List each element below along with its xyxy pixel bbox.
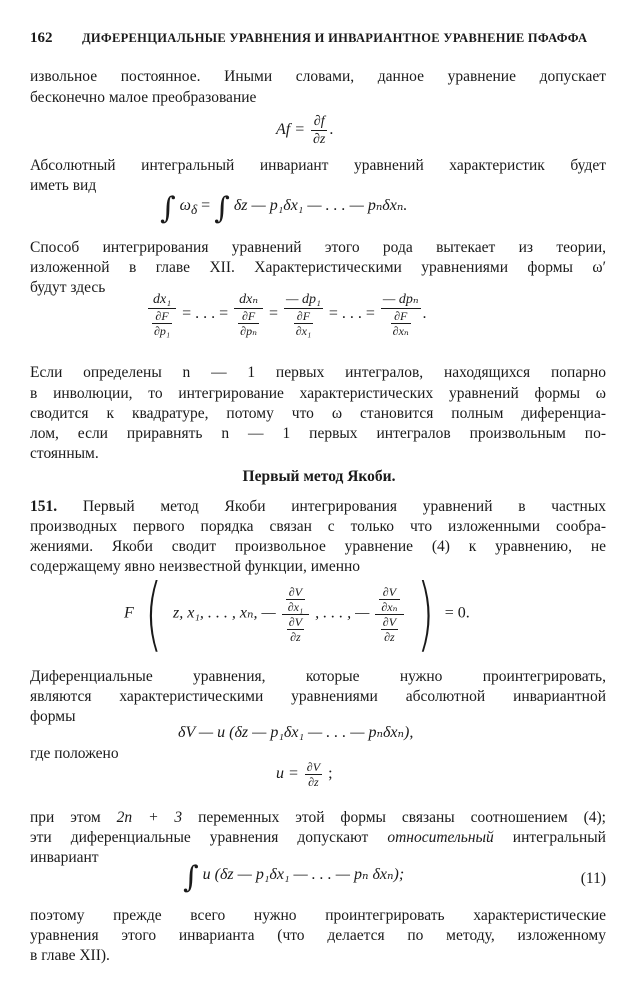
left-paren: ( [144,567,162,660]
text-line: в главе XII). [30,947,110,964]
text-line: жениями. Якоби сводит произвольное уравнение (4) к уравнению, не [30,538,606,555]
text-line: где положено [30,745,119,762]
denominator: ∂p₁ [154,324,171,338]
fraction [282,585,309,644]
fraction [234,291,263,338]
formula-text: δz — p₁δx₁ — . . . — pₙδxₙ. [233,197,408,214]
denominator: ∂pₙ [240,324,257,338]
text-line: стоянным. [30,445,99,462]
section-number: 151. [30,498,58,515]
numerator: ∂F [152,309,172,324]
denominator [284,309,323,338]
denominator [148,309,176,338]
integral-sign: ∫ [183,860,199,895]
fraction [148,291,176,338]
formula-text: Af = [276,121,306,139]
formula-text: . . . [195,305,216,323]
text-span: Первый метод Якоби интегрирования уравнений в частных [57,498,606,515]
emphasis: относительный [387,829,494,846]
text-line: поэтому прежде всего нужно проинтегрировать характеристические [30,907,606,924]
denominator: ∂z [290,629,301,644]
denominator [282,615,309,644]
formula-text: ; [328,765,333,783]
text-line: содержащему явно неизвестной функции, именно [30,558,361,575]
denominator: ∂x₁ [287,599,304,614]
numerator: ∂V [306,760,321,774]
formula-text: . . . [341,305,362,323]
fraction [391,309,411,338]
formula-text: = [219,305,229,323]
integral-sign: ∫ [214,191,230,226]
formula-integral-invariant: ∫ $\omega_\delta$ = ∫ δz — p₁δx₁ — . . . — pₙδxₙ. [160,191,408,226]
text-span: при этом [30,809,117,826]
formula-text: u = [276,765,299,783]
fraction [284,291,323,338]
formula-text: z, x₁, . . . , xₙ, — [173,604,276,622]
denominator: ∂x₁ [295,324,312,338]
fraction [379,585,399,614]
text-line: Диференциальные уравнения, которые нужно проинтегрировать, [30,668,606,685]
numerator: — dp₁ [286,292,321,307]
text-line: уравнения этого инварианта (что делается по методу, изложенному [30,927,606,944]
denominator: ∂z [384,629,395,644]
text-line: Если определены n — 1 первых интегралов, находящихся попарно [30,364,606,381]
fraction [381,291,421,338]
formula-text: ω [179,197,191,214]
formula-text: = 0. [444,604,470,622]
text-line: производных первого порядка связан с только что изложенными сообра- [30,518,606,535]
formula-text: = [328,305,338,323]
denominator [375,615,403,644]
text-line: формы [30,708,76,725]
numerator: ∂F [238,309,259,324]
fraction [375,585,403,644]
formula-u [276,760,333,789]
formula-relative-invariant [183,860,404,895]
text-line: бесконечно малое преобразование [30,89,257,106]
denominator: ∂xₙ [392,324,409,338]
formula-text: , . . . , — [315,604,370,622]
numerator: ∂V [382,614,397,629]
text-line: Абсолютный интегральный инвариант уравнений характеристик будет [30,157,606,174]
numerator [375,585,403,615]
numerator: ∂V [286,585,305,600]
text-line: извольное постоянное. Иными словами, данное уравнение допускает [30,68,606,85]
text-line: в инволюции, то интегрирование характеристических уравнений формы ω [30,385,606,402]
math-inline: 2n + 3 [116,809,183,826]
numerator: ∂V [379,585,399,600]
fraction [294,309,313,338]
denominator [381,309,421,338]
numerator [282,585,309,615]
text-span: интегральный [493,829,606,846]
fraction [238,309,259,338]
text-line [30,828,606,848]
text-line: лом, если приравнять n — 1 первых интегралов произвольным по- [30,425,606,442]
page-number: 162 [30,30,53,46]
numerator: ∂F [294,309,313,324]
numerator: ∂V [288,614,303,629]
formula-text: = [182,305,192,323]
text-line: сводится к квадратуре, потому что ω становится полным диференциа- [30,405,606,422]
formula-characteristic-system: $\frac{\text{dx₁}}{\frac{\partial F}{\text{∂p₁}}}$ = . . . = $\frac{\text{dxₙ}}{\frac{\partial F}{\text{∂pₙ}}}$ = $\frac{\text{— dp₁}}{\frac{\partial F}{\text{∂x₁}}}$ = . . . = $\frac{\text{— dpₙ}}{\frac{\partial F}{\text{∂xₙ}}}$ . [146,291,427,338]
formula-text: = [365,305,375,323]
text-line [30,497,606,517]
text-line: являются характеристическими уравнениями абсолютной инвариантной [30,688,606,705]
formula-jacobi [124,567,470,660]
text-span: переменных этой формы связаны соотношением (4); [182,809,606,826]
denominator: ∂xₙ [381,599,398,614]
equation-number: (11) [580,870,606,887]
formula-dv-form: δV — u (δz — p₁δx₁ — . . . — pₙδxₙ), [178,724,414,741]
text-line: изложенной в главе XII. Характеристическими уравнениями формы ω′ [30,259,606,276]
text-line [30,808,606,828]
numerator: dx₁ [148,291,176,309]
text-line: инвариант [30,849,99,866]
text-span: эти диференциальные уравнения допускают [30,829,388,846]
numerator: ∂F [391,309,411,324]
text-line: будут здесь [30,279,106,296]
fraction [286,585,305,614]
integral-sign: ∫ [160,191,176,226]
formula-text: = [268,305,278,323]
running-title: ДИФЕРЕНЦИАЛЬНЫЕ УРАВНЕНИЯ И ИНВАРИАНТНОЕ УРАВНЕНИЕ ПФАФФА [82,31,588,45]
denominator: ∂z [308,775,319,789]
subscript: δ [190,202,198,218]
formula-text: F [124,604,134,622]
fraction [381,615,398,644]
formula-text: u (δz — p₁δx₁ — . . . — pₙ δxₙ); [202,866,405,883]
fraction [152,309,172,338]
numerator: — dpₙ [382,292,419,307]
numerator: ∂f [311,113,327,131]
section-heading: Первый метод Якоби. [242,468,396,485]
text-line: Способ интегрирования уравнений этого рода вытекает из теории, [30,239,606,256]
denominator [234,309,263,338]
denominator: ∂z [313,132,326,147]
text-line: иметь вид [30,177,97,194]
fraction [311,113,327,148]
fraction [305,760,322,789]
numerator: dxₙ [234,291,263,309]
formula-af: Af = $\frac{\partial f}{\partial z}$ . [276,114,334,147]
fraction [287,615,304,644]
right-paren: ) [416,567,434,660]
